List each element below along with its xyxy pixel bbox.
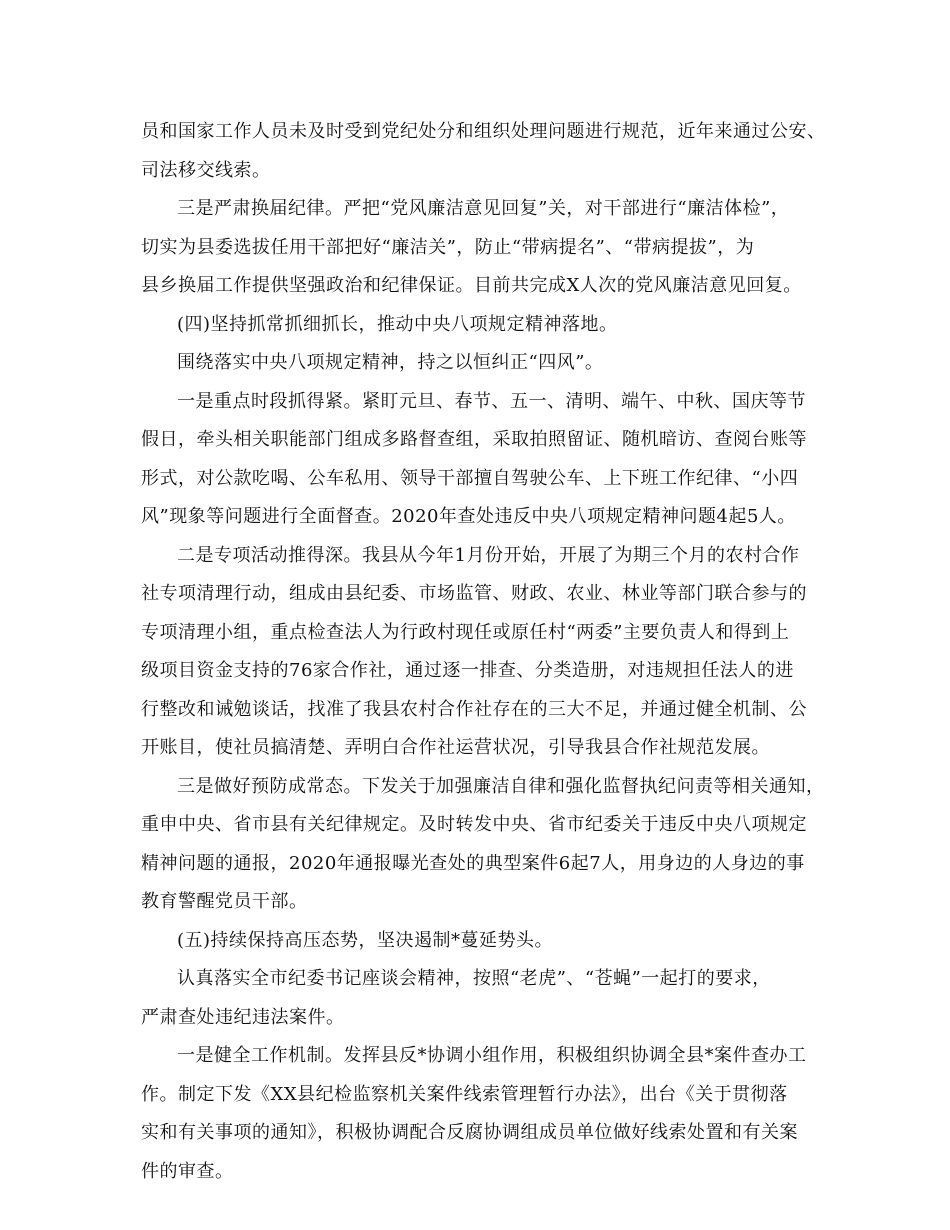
- text-line: 县乡换届工作提供坚强政治和纪律保证。目前共完成X人次的党风廉洁意见回复。: [141, 275, 802, 296]
- text-line: 实和有关事项的通知》，积极协调配合反腐协调组成员单位做好线索处置和有关案: [141, 1122, 798, 1143]
- text-line: 社专项清理行动，组成由县纪委、市场监管、财政、农业、林业等部门联合参与的: [141, 583, 807, 604]
- text-line: 切实为县委选拔任用干部把好“廉洁关”，防止“带病提名”、“带病提拔”，为: [141, 236, 755, 258]
- text-line: 风”现象等问题进行全面督查。2020年查处违反中央八项规定精神问题4起5人。: [141, 506, 796, 527]
- text-line: 件的审查。: [141, 1160, 234, 1182]
- text-line: 重申中央、省市县有关纪律规定。及时转发中央、省市纪委关于违反中央八项规定: [141, 814, 807, 835]
- text-line: 一是重点时段抓得紧。紧盯元旦、春节、五一、清明、端午、中秋、国庆等节: [177, 390, 806, 412]
- text-line: 员和国家工作人员未及时受到党纪处分和组织处理问题进行规范，近年来通过公安、: [141, 121, 826, 142]
- text-line: 开账目，使社员搞清楚、弄明白合作社运营状况，引导我县合作社规范发展。: [141, 737, 770, 758]
- text-line: 认真落实全市纪委书记座谈会精神，按照“老虎”、“苍蝇”一起打的要求，: [177, 968, 771, 989]
- document-body: [141, 113, 826, 1191]
- text-line: 二是专项活动推得深。我县从今年1月份开始，开展了为期三个月的农村合作: [177, 544, 800, 566]
- text-line: 教育警醒党员干部。: [141, 891, 308, 912]
- text-line: 作。制定下发《XX县纪检监察机关案件线索管理暂行办法》，出台《关于贯彻落: [141, 1083, 788, 1105]
- text-line: 司法移交线索。: [141, 159, 271, 181]
- text-line: 三是严肃换届纪律。严把“党风廉洁意见回复”关，对干部进行“廉洁体检”，: [177, 198, 790, 219]
- text-line: 假日，牵头相关职能部门组成多路督查组，采取拍照留证、随机暗访、查阅台账等: [141, 429, 807, 450]
- text-line: 专项清理小组，重点检查法人为行政村现任或原任村“两委”主要负责人和得到上: [141, 621, 790, 643]
- text-line: 形式，对公款吃喝、公车私用、领导干部擅自驾驶公车、上下班工作纪律、“小四: [141, 467, 799, 489]
- text-line: 一是健全工作机制。发挥县反*协调小组作用，积极组织协调全县*案件查办工: [177, 1045, 807, 1066]
- text-line: 三是做好预防成常态。下发关于加强廉洁自律和强化监督执纪问责等相关通知，: [177, 775, 825, 797]
- section-heading: (四)坚持抓常抓细抓长，推动中央八项规定精神落地。: [177, 313, 618, 335]
- text-line: 行整改和诫勉谈话，找准了我县农村合作社存在的三大不足，并通过健全机制、公: [141, 698, 807, 720]
- text-line: 级项目资金支持的76家合作社，通过逐一排查、分类造册，对违规担任法人的进: [141, 660, 794, 681]
- text-line: 围绕落实中央八项规定精神，持之以恒纠正“四风”。: [177, 352, 604, 373]
- section-heading: (五)持续保持高压态势，坚决遏制*蔓延势头。: [177, 929, 554, 951]
- text-line: 精神问题的通报，2020年通报曝光查处的典型案件6起7人，用身边的人身边的事: [141, 852, 805, 874]
- text-line: 严肃查处违纪违法案件。: [141, 1006, 345, 1028]
